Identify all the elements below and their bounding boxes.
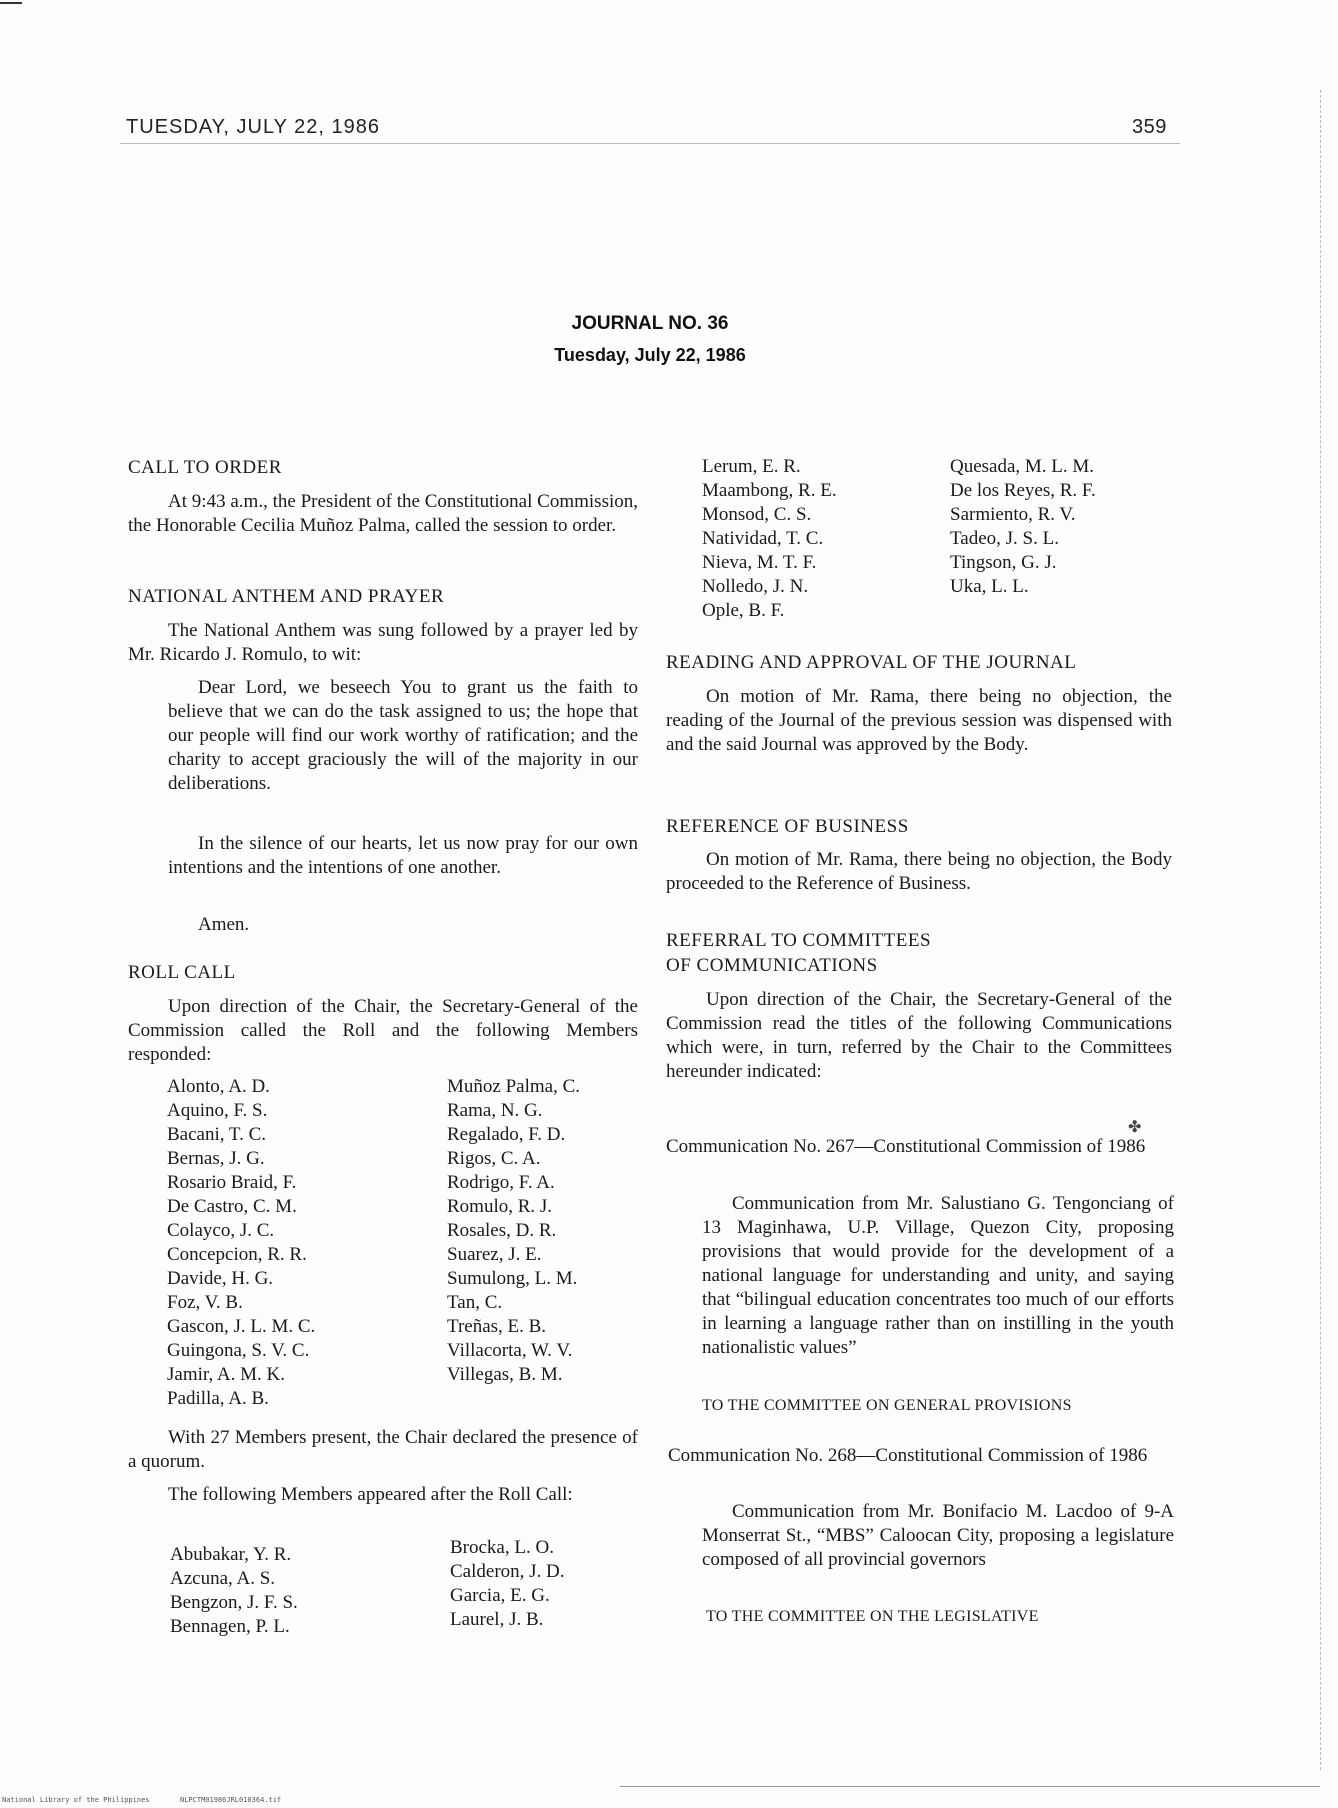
member-name: Tingson, G. J. <box>950 552 1057 573</box>
member-name: Aquino, F. S. <box>167 1100 268 1121</box>
member-name: Uka, L. L. <box>950 576 1029 597</box>
member-name: Abubakar, Y. R. <box>170 1544 292 1565</box>
communication-268-title: Communication No. 268—Constitutional Commission of 1986 <box>668 1445 1148 1466</box>
reading-approval-text: On motion of Mr. Rama, there being no objection, the reading of the Journal of the previous session was dispensed with and the said Journal was approved by the Body. <box>666 686 1172 755</box>
member-name: Quesada, M. L. M. <box>950 456 1095 477</box>
footer-filename: NLPCTM01986JRL010364.tif <box>180 1796 282 1804</box>
scan-corner-mark <box>0 2 22 4</box>
heading-referral-1: REFERRAL TO COMMITTEES <box>666 930 932 951</box>
anthem-text: The National Anthem was sung followed by a prayer led by Mr. Ricardo J. Romulo, to wit: <box>128 620 638 665</box>
communication-267-title: Communication No. 267—Constitutional Commission of 1986 <box>666 1136 1146 1157</box>
member-name: Bernas, J. G. <box>167 1148 265 1169</box>
ornament-icon: ✤ <box>1128 1119 1142 1136</box>
prayer-paragraph-1: Dear Lord, we beseech You to grant us the faith to believe that we can do the task assigned to us; the hope that our people will find our work worthy of ratification; and the charity to accept graciously the will of the majority in our deliberations. <box>168 677 638 794</box>
member-name: Foz, V. B. <box>167 1292 243 1313</box>
journal-date: Tuesday, July 22, 1986 <box>554 345 746 365</box>
heading-call-to-order: CALL TO ORDER <box>128 457 282 478</box>
member-name: Guingona, S. V. C. <box>167 1340 310 1361</box>
late-names-col-1 <box>170 1543 298 1639</box>
member-name: Maambong, R. E. <box>702 480 837 501</box>
late-arrivals-text: The following Members appeared after the Roll Call: <box>168 1484 573 1505</box>
member-name: Laurel, J. B. <box>450 1609 544 1630</box>
member-name: Garcia, E. G. <box>450 1585 550 1606</box>
quorum-text: With 27 Members present, the Chair declared the presence of a quorum. <box>128 1427 638 1472</box>
member-name: Treñas, E. B. <box>447 1316 547 1337</box>
member-name: Colayco, J. C. <box>167 1220 275 1241</box>
prayer-amen: Amen. <box>198 914 250 935</box>
member-name: Regalado, F. D. <box>447 1124 566 1145</box>
member-name: Alonto, A. D. <box>167 1076 270 1097</box>
member-name: Padilla, A. B. <box>167 1388 269 1409</box>
member-name: Sarmiento, R. V. <box>950 504 1076 525</box>
member-name: De los Reyes, R. F. <box>950 480 1096 501</box>
member-name: Concepcion, R. R. <box>167 1244 307 1265</box>
member-name: Romulo, R. J. <box>447 1196 553 1217</box>
member-name: Tadeo, J. S. L. <box>950 528 1059 549</box>
roll-call-names-col-2 <box>447 1075 580 1387</box>
member-name: Azcuna, A. S. <box>170 1568 276 1589</box>
heading-reference-business: REFERENCE OF BUSINESS <box>666 816 909 837</box>
member-name: Villacorta, W. V. <box>447 1340 573 1361</box>
member-name: Rosario Braid, F. <box>167 1172 297 1193</box>
running-head: TUESDAY, JULY 22, 1986 <box>126 116 380 138</box>
scan-edge-line <box>1320 90 1321 1770</box>
member-name: Jamir, A. M. K. <box>167 1364 285 1385</box>
member-name: Lerum, E. R. <box>702 456 801 477</box>
member-name: Davide, H. G. <box>167 1268 274 1289</box>
bottom-rule <box>620 1786 1320 1787</box>
member-name: Tan, C. <box>447 1292 503 1313</box>
page-number: 359 <box>1132 116 1167 138</box>
header-rule <box>120 143 1180 144</box>
communication-268-committee: TO THE COMMITTEE ON THE LEGISLATIVE <box>706 1608 1039 1625</box>
roll-call-names-col-3 <box>702 455 837 623</box>
reference-business-text: On motion of Mr. Rama, there being no objection, the Body proceeded to the Reference of Business. <box>666 849 1172 894</box>
member-name: Rosales, D. R. <box>447 1220 557 1241</box>
member-name: Muñoz Palma, C. <box>447 1076 580 1097</box>
roll-call-names-col-1 <box>167 1075 315 1411</box>
member-name: Bengzon, J. F. S. <box>170 1592 298 1613</box>
heading-roll-call: ROLL CALL <box>128 962 236 983</box>
heading-referral-2: OF COMMUNICATIONS <box>666 955 878 976</box>
call-to-order-text: At 9:43 a.m., the President of the Constitutional Commission, the Honorable Cecilia Muñoz Palma, called the session to order. <box>128 491 638 536</box>
communication-267-body: Communication from Mr. Salustiano G. Tengonciang of 13 Maginhawa, U.P. Village, Quezon City, proposing provisions that would provide for the development of a national language for understanding and unity, and saying that “bilingual education concentrates too much of our efforts in learning a language rather than on instilling in the youth nationalistic values” <box>702 1193 1174 1358</box>
heading-national-anthem: NATIONAL ANTHEM AND PRAYER <box>128 586 445 607</box>
referral-text: Upon direction of the Chair, the Secretary-General of the Commission read the titles of the following Communications which were, in turn, referred by the Chair to the Committees hereunder indicated: <box>666 989 1172 1082</box>
member-name: Nieva, M. T. F. <box>702 552 817 573</box>
roll-call-names-col-4 <box>950 455 1096 599</box>
member-name: Rigos, C. A. <box>447 1148 541 1169</box>
member-name: Villegas, B. M. <box>447 1364 563 1385</box>
member-name: Natividad, T. C. <box>702 528 824 549</box>
member-name: Sumulong, L. M. <box>447 1268 578 1289</box>
journal-number: JOURNAL NO. 36 <box>571 313 729 334</box>
prayer-paragraph-2: In the silence of our hearts, let us now pray for our own intentions and the intentions of one another. <box>168 833 638 878</box>
late-names-col-2 <box>450 1536 565 1632</box>
member-name: Nolledo, J. N. <box>702 576 809 597</box>
member-name: Calderon, J. D. <box>450 1561 565 1582</box>
member-name: Brocka, L. O. <box>450 1537 554 1558</box>
member-name: Bennagen, P. L. <box>170 1616 290 1637</box>
member-name: Rodrigo, F. A. <box>447 1172 555 1193</box>
member-name: De Castro, C. M. <box>167 1196 297 1217</box>
roll-call-text: Upon direction of the Chair, the Secretary-General of the Commission called the Roll and the following Members responded: <box>128 996 638 1065</box>
heading-reading-approval: READING AND APPROVAL OF THE JOURNAL <box>666 652 1077 673</box>
member-name: Rama, N. G. <box>447 1100 543 1121</box>
member-name: Gascon, J. L. M. C. <box>167 1316 316 1337</box>
member-name: Suarez, J. E. <box>447 1244 542 1265</box>
member-name: Monsod, C. S. <box>702 504 812 525</box>
footer-library: National Library of the Philippines <box>2 1796 150 1804</box>
member-name: Bacani, T. C. <box>167 1124 267 1145</box>
communication-268-body: Communication from Mr. Bonifacio M. Lacdoo of 9-A Monserrat St., “MBS” Caloocan City, proposing a legislature composed of all provincial governors <box>702 1501 1174 1570</box>
communication-267-committee: TO THE COMMITTEE ON GENERAL PROVISIONS <box>702 1397 1072 1414</box>
member-name: Ople, B. F. <box>702 600 785 621</box>
